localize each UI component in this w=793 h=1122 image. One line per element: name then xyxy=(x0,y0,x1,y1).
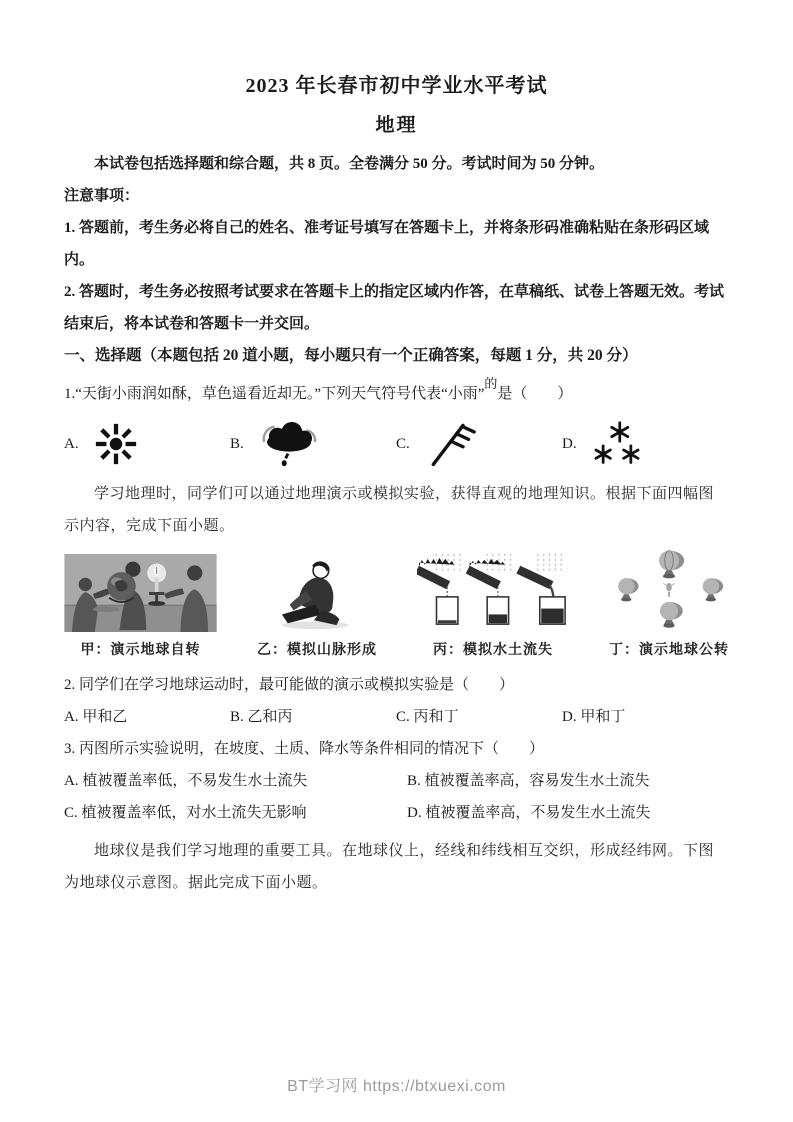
wind-weather-icon xyxy=(424,418,476,470)
figure-yi xyxy=(257,554,377,659)
q3-option-b: B. 植被覆盖率高，容易发生水土流失 xyxy=(407,773,650,789)
figures-row xyxy=(64,548,729,659)
notice-heading: 注意事项： xyxy=(64,188,140,204)
passage-1: 学习地理时，同学们可以通过地理演示或模拟实验，获得直观的地理知识。根据下面四幅图示内容，完成下面小题。 xyxy=(64,486,715,534)
figure-bing xyxy=(417,552,569,659)
q3-option-c: C. 植被覆盖率低，对水土流失无影响 xyxy=(64,805,307,821)
q2-option-a: A. 甲和乙 xyxy=(64,709,128,725)
site-watermark: BT学习网 https://btxuexi.com xyxy=(287,1078,506,1095)
q1-option-c-label: C. xyxy=(396,435,410,452)
figure-jia xyxy=(64,554,217,659)
question-1-text-before: 1.“天街小雨润如酥，草色遥看近却无。”下列天气符号代表“小雨” xyxy=(64,386,485,402)
intro-paragraph: 本试卷包括选择题和综合题，共 8 页。全卷满分 50 分。考试时间为 50 分钟。 xyxy=(94,156,605,172)
exam-title: 2023 年长春市初中学业水平考试 xyxy=(245,75,548,97)
earth-revolution-demo-image xyxy=(612,548,726,632)
rain-cloud-weather-icon xyxy=(258,421,320,467)
question-3-text: 3. 丙图所示实验说明，在坡度、土质、降水等条件相同的情况下（ ） xyxy=(64,741,545,757)
q2-option-d: D. 甲和丁 xyxy=(562,709,626,725)
page-content xyxy=(64,64,729,899)
question-1-options xyxy=(64,414,729,474)
mountain-formation-image xyxy=(269,554,365,632)
notice-item-2: 2. 答题时，考生务必按照考试要求在答题卡上的指定区域内作答，在草稿纸、试卷上答题无效。考试结束后，将本试卷和答题卡一并交回。 xyxy=(64,284,725,332)
notice-item-1: 1. 答题前，考生务必将自己的姓名、准考证号填写在答题卡上，并将条形码准确粘贴在条形码区域内。 xyxy=(64,220,710,268)
figure-jia-caption: 甲：演示地球自转 xyxy=(80,643,201,658)
section1-heading: 一、选择题（本题包括 20 道小题，每小题只有一个正确答案，每题 1 分，共 20 分） xyxy=(64,347,638,364)
q2-option-b: B. 乙和丙 xyxy=(230,709,293,725)
question-1-sup: 的 xyxy=(484,376,498,391)
soil-erosion-experiment-image xyxy=(417,552,569,632)
earth-rotation-demo-image xyxy=(64,554,217,632)
q1-option-a-label: A. xyxy=(64,435,79,452)
figure-bing-caption: 丙：模拟水土流失 xyxy=(433,643,553,658)
q1-option-d xyxy=(562,420,728,468)
snow-weather-icon xyxy=(591,420,643,468)
question-2-options xyxy=(64,701,729,733)
question-1-text xyxy=(64,372,729,410)
sunny-weather-icon xyxy=(93,421,139,467)
q1-option-b-label: B. xyxy=(230,435,244,452)
q1-option-c xyxy=(396,418,562,470)
q1-option-a xyxy=(64,421,230,467)
question-1-text-after: 是（ ） xyxy=(497,386,573,402)
figure-ding-caption: 丁：演示地球公转 xyxy=(609,643,729,658)
subject-title: 地理 xyxy=(375,115,418,136)
question-2-text: 2. 同学们在学习地球运动时，最可能做的演示或模拟实验是（ ） xyxy=(64,677,515,693)
figure-yi-caption: 乙：模拟山脉形成 xyxy=(257,643,377,658)
q3-option-a: A. 植被覆盖率低，不易发生水土流失 xyxy=(64,773,308,789)
q2-option-c: C. 丙和丁 xyxy=(396,709,459,725)
q1-option-b xyxy=(230,421,396,467)
figure-ding xyxy=(609,548,729,659)
passage-2: 地球仪是我们学习地理的重要工具。在地球仪上，经线和纬线相互交织，形成经纬网。下图为地球仪示意图。据此完成下面小题。 xyxy=(64,843,715,891)
q3-option-d: D. 植被覆盖率高，不易发生水土流失 xyxy=(407,805,651,821)
question-3-options xyxy=(64,765,729,829)
q1-option-d-label: D. xyxy=(562,435,577,452)
